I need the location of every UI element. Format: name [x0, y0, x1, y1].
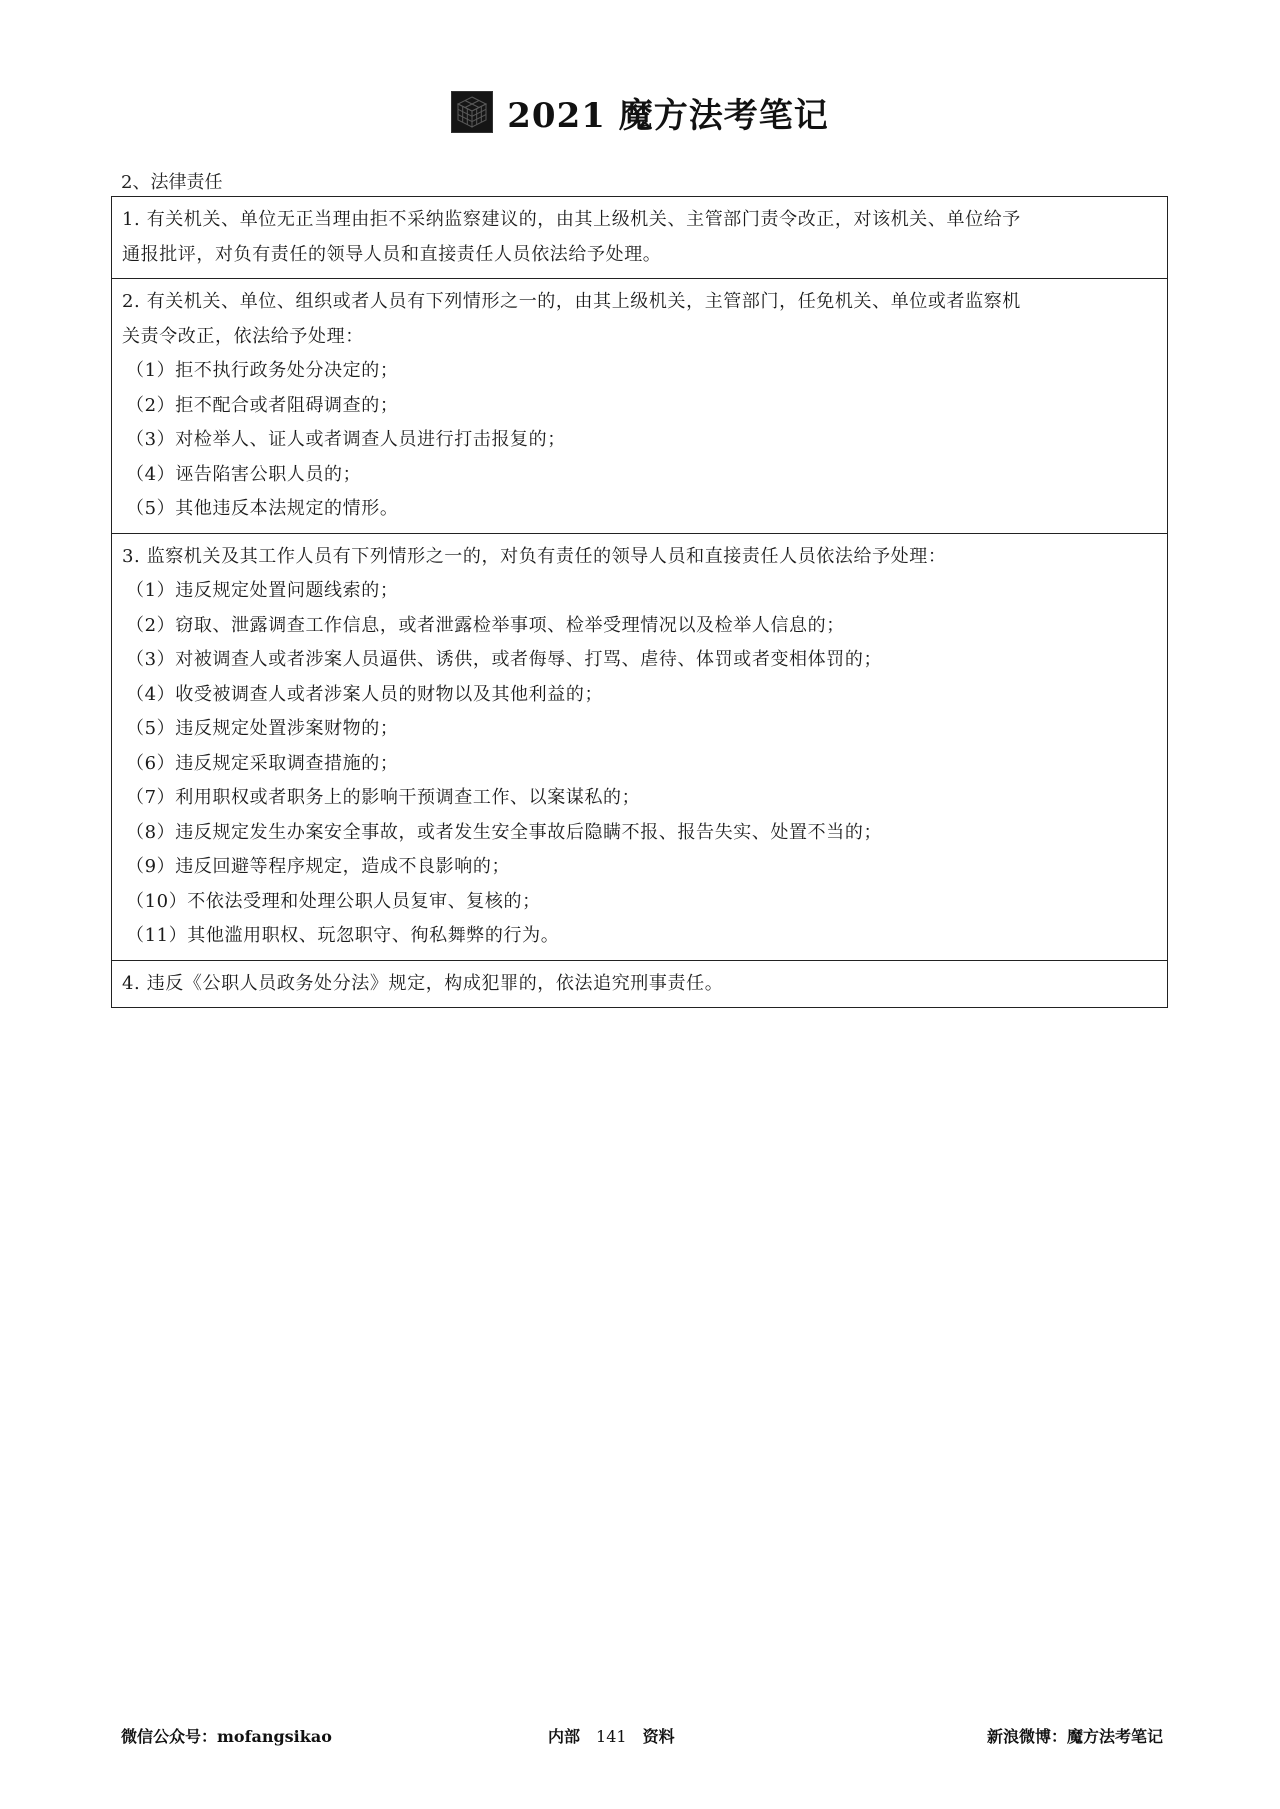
table-cell-2: [112, 279, 1167, 534]
footer-material-label: 资料: [642, 1727, 675, 1746]
list-item: （3）对被调查人或者涉案人员逼供、诱供，或者侮辱、打骂、虐待、体罚或者变相体罚的；: [126, 649, 883, 670]
list-item: （1）拒不执行政务处分决定的；: [126, 360, 399, 381]
footer-internal-label: 内部: [548, 1727, 581, 1746]
list-item: （5）其他违反本法规定的情形。: [126, 498, 399, 519]
table-cell-3: [112, 534, 1167, 961]
page-number: 141: [596, 1727, 627, 1746]
list-item: （3）对检举人、证人或者调查人员进行打击报复的；: [126, 429, 566, 450]
list-item: （5）违反规定处置涉案财物的；: [126, 718, 399, 739]
rubiks-cube-icon: [451, 91, 493, 133]
list-item: （6）违反规定采取调查措施的；: [126, 752, 399, 774]
list-item: （9）违反回避等程序规定，造成不良影响的；: [126, 856, 511, 877]
list-item: （7）利用职权或者职务上的影响干预调查工作、以案谋私的；: [126, 787, 641, 808]
table-cell-4: [112, 961, 1167, 1008]
list-item: （2）窃取、泄露调查工作信息，或者泄露检举事项、检举受理情况以及检举人信息的；: [126, 614, 845, 636]
section-heading: 2、法律责任: [121, 172, 223, 193]
cell-text: 2. 有关机关、单位、组织或者人员有下列情形之一的，由其上级机关，主管部门，任免机关、单位或者监察机: [122, 291, 1021, 312]
list-item: （11）其他滥用职权、玩忽职守、徇私舞弊的行为。: [126, 925, 560, 946]
cell-text: 通报批评，对负有责任的领导人员和直接责任人员依法给予处理。: [122, 243, 662, 265]
page-title: 2021 魔方法考笔记: [507, 95, 829, 136]
footer-page-info: [548, 1724, 675, 1747]
list-item: （4）收受被调查人或者涉案人员的财物以及其他利益的；: [126, 683, 604, 705]
list-item: （1）违反规定处置问题线索的；: [126, 580, 399, 601]
list-item: （4）诬告陷害公职人员的；: [126, 463, 362, 485]
cell-text: 3. 监察机关及其工作人员有下列情形之一的，对负有责任的领导人员和直接责任人员依法给予处理：: [122, 545, 947, 567]
list-item: （2）拒不配合或者阻碍调查的；: [126, 394, 399, 416]
footer-weibo-account: 新浪微博：魔方法考笔记: [986, 1727, 1163, 1746]
cell-text: 1. 有关机关、单位无正当理由拒不采纳监察建议的，由其上级机关、主管部门责令改正，对该机关、单位给予: [122, 209, 1021, 230]
footer-wechat-account: 微信公众号：mofangsikao: [121, 1727, 332, 1746]
liability-table: [111, 196, 1168, 1008]
list-item: （10）不依法受理和处理公职人员复审、复核的；: [126, 890, 541, 912]
list-item: （8）违反规定发生办案安全事故，或者发生安全事故后隐瞒不报、报告失实、处置不当的；: [126, 821, 883, 843]
cell-text: 4. 违反《公职人员政务处分法》规定，构成犯罪的，依法追究刑事责任。: [122, 972, 724, 994]
table-cell-1: [112, 197, 1167, 279]
page-header: [0, 88, 1280, 136]
cell-text: 关责令改正，依法给予处理：: [122, 325, 364, 347]
